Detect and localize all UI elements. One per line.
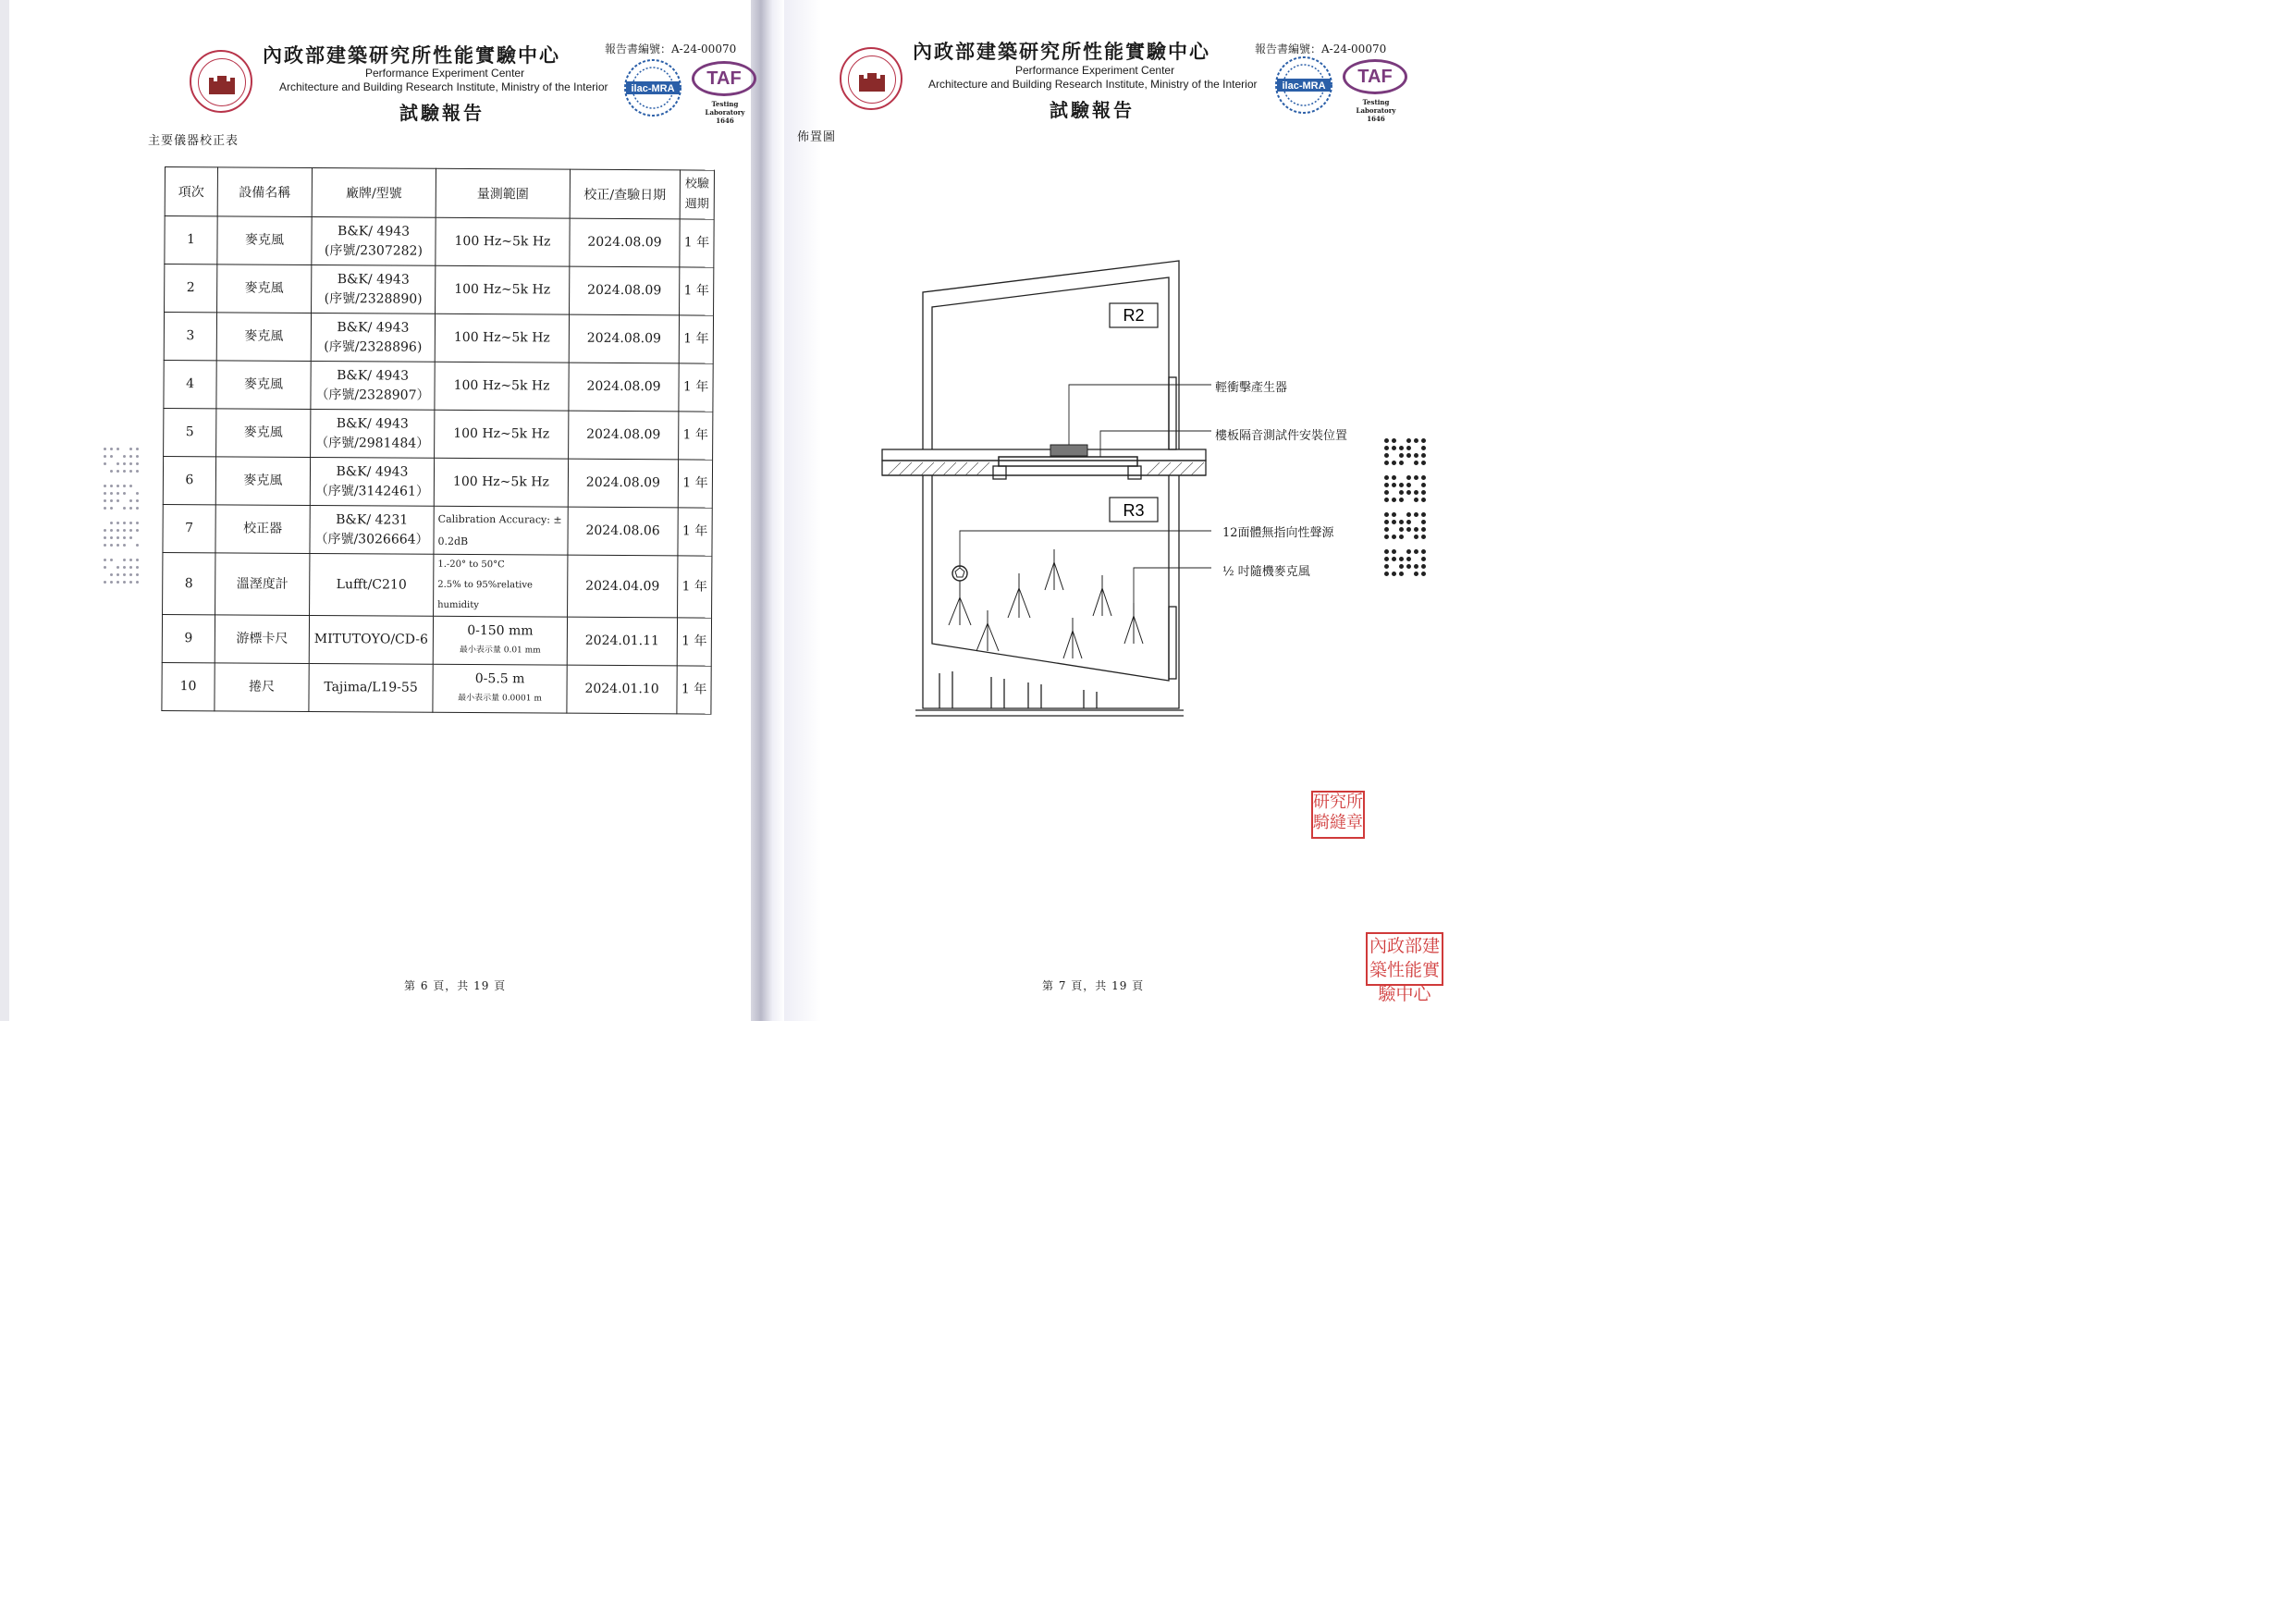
punch-dot bbox=[1392, 557, 1396, 561]
punch-dot bbox=[1421, 535, 1426, 539]
punch-dot bbox=[1384, 446, 1389, 450]
table-row bbox=[164, 313, 713, 364]
punch-dot bbox=[1384, 564, 1389, 569]
punch-dot bbox=[117, 499, 119, 502]
punch-dot bbox=[136, 499, 139, 502]
punch-dot bbox=[110, 485, 113, 487]
org-name-en-2: Architecture and Building Research Institute, Ministry of the Interior bbox=[279, 80, 608, 93]
cell-cycle: 1 年 bbox=[677, 618, 711, 666]
punch-dot bbox=[110, 470, 113, 473]
punch-dot bbox=[1384, 549, 1389, 554]
label-specimen: 樓板隔音測試件安裝位置 bbox=[1215, 429, 1348, 443]
punch-dot bbox=[1406, 490, 1411, 495]
punch-dot bbox=[104, 559, 106, 561]
cell-cycle: 1 年 bbox=[679, 412, 713, 460]
punch-dot bbox=[117, 492, 119, 495]
punch-dot bbox=[136, 448, 139, 450]
punch-dot bbox=[117, 566, 119, 569]
cell-cycle: 1 年 bbox=[679, 363, 713, 412]
cell-range: 0-150 mm 最小表示量 0.01 mm bbox=[433, 616, 567, 665]
cell-range: Calibration Accuracy: ± 0.2dB bbox=[434, 506, 568, 555]
calibration-table bbox=[161, 166, 715, 715]
punch-dot bbox=[1384, 512, 1389, 517]
cell-date: 2024.08.09 bbox=[569, 411, 679, 460]
seam-stamp: 研究所騎縫章 bbox=[1311, 791, 1365, 839]
report-number: 報告書編號：A-24-00070 bbox=[1255, 43, 1387, 55]
punch-dot bbox=[104, 581, 106, 584]
label-microphone: ½ 吋隨機麥克風 bbox=[1222, 565, 1310, 579]
punch-dot bbox=[1384, 498, 1389, 502]
cell-cycle: 1 年 bbox=[680, 267, 714, 315]
ilac-label: ilac-MRA bbox=[1282, 80, 1326, 92]
punch-dot bbox=[1384, 461, 1389, 465]
label-sound-source: 12面體無指向性聲源 bbox=[1222, 526, 1334, 540]
punch-dot bbox=[1406, 446, 1411, 450]
punch-dot bbox=[136, 559, 139, 561]
ilac-mra-logo-icon bbox=[1273, 55, 1334, 116]
cell-date: 2024.08.09 bbox=[570, 218, 680, 267]
taf-label: TAF bbox=[692, 61, 756, 96]
punch-dot bbox=[1384, 572, 1389, 576]
punch-dot bbox=[129, 462, 132, 465]
punch-dot bbox=[1414, 527, 1418, 532]
cell-range: 100 Hz~5k Hz bbox=[435, 410, 569, 459]
cell-range: 100 Hz~5k Hz bbox=[435, 362, 569, 411]
punch-dot bbox=[1421, 490, 1426, 495]
cell-no: 5 bbox=[164, 408, 216, 456]
cell-name: 校正器 bbox=[215, 505, 310, 554]
punch-dot bbox=[1421, 512, 1426, 517]
cell-brand: B&K/ 4943 （序號/2981484） bbox=[311, 409, 435, 458]
right-section-title: 佈置圖 bbox=[797, 130, 837, 144]
punch-dot bbox=[1406, 527, 1411, 532]
cell-brand: B&K/ 4943 (序號/2307282) bbox=[312, 216, 436, 265]
punch-dot bbox=[136, 581, 139, 584]
cell-name: 麥克風 bbox=[216, 361, 311, 410]
punch-dot bbox=[123, 492, 126, 495]
cell-brand: B&K/ 4943 （序號/3142461） bbox=[310, 457, 434, 506]
punch-dot bbox=[110, 581, 113, 584]
table-row bbox=[165, 216, 714, 268]
cell-cycle: 1 年 bbox=[678, 460, 712, 508]
org-name-cn: 內政部建築研究所性能實驗中心 bbox=[263, 43, 560, 67]
punch-dot bbox=[104, 566, 106, 569]
org-name-cn: 內政部建築研究所性能實驗中心 bbox=[913, 40, 1210, 63]
punch-dot bbox=[1421, 453, 1426, 458]
punch-dot bbox=[110, 536, 113, 539]
cell-range: 0-5.5 m 最小表示量 0.0001 m bbox=[433, 664, 567, 713]
org-name-en-1: Performance Experiment Center bbox=[1015, 64, 1175, 77]
cell-name: 捲尺 bbox=[215, 663, 309, 712]
punch-dot bbox=[129, 573, 132, 576]
right-punch-dots bbox=[1384, 438, 1430, 592]
punch-dot bbox=[129, 529, 132, 532]
punch-dot bbox=[1414, 564, 1418, 569]
cell-no: 9 bbox=[162, 614, 215, 662]
taf-logo bbox=[1343, 59, 1409, 123]
punch-dot bbox=[123, 536, 126, 539]
cell-brand: Lufft/C210 bbox=[310, 553, 434, 616]
punch-dot bbox=[110, 455, 113, 458]
taf-sub-2: 1646 bbox=[1367, 115, 1385, 123]
punch-dot bbox=[1392, 446, 1396, 450]
cell-brand: B&K/ 4943 (序號/2328896) bbox=[311, 313, 435, 362]
institute-seal-icon bbox=[190, 50, 252, 113]
punch-dot bbox=[110, 448, 113, 450]
cell-no: 3 bbox=[164, 313, 216, 361]
cell-brand: B&K/ 4231 （序號/3026664） bbox=[310, 505, 434, 554]
punch-dot bbox=[1392, 520, 1396, 524]
report-number: 報告書編號：A-24-00070 bbox=[605, 43, 737, 55]
punch-dot bbox=[129, 581, 132, 584]
punch-dot bbox=[1421, 557, 1426, 561]
punch-dot bbox=[1384, 535, 1389, 539]
punch-dot bbox=[1384, 438, 1389, 443]
punch-dot bbox=[123, 462, 126, 465]
microphone-tripods-icon bbox=[976, 549, 1143, 658]
punch-dot bbox=[136, 529, 139, 532]
punch-dot bbox=[110, 492, 113, 495]
punch-dot bbox=[1399, 535, 1404, 539]
punch-dot bbox=[1414, 461, 1418, 465]
punch-dot bbox=[1399, 527, 1404, 532]
table-row bbox=[164, 408, 713, 460]
cell-name: 麥克風 bbox=[216, 313, 311, 362]
punch-dot bbox=[136, 462, 139, 465]
taf-label: TAF bbox=[1343, 59, 1407, 94]
punch-dot bbox=[1421, 461, 1426, 465]
punch-dot bbox=[1414, 453, 1418, 458]
punch-dot bbox=[1421, 549, 1426, 554]
table-row bbox=[165, 264, 714, 316]
taf-sub-1: Testing Laboratory bbox=[705, 100, 745, 117]
taf-sub-1: Testing Laboratory bbox=[1356, 98, 1396, 115]
punch-dot bbox=[1406, 512, 1411, 517]
punch-dot bbox=[110, 522, 113, 524]
col-header-range: 量測範圍 bbox=[436, 168, 570, 218]
left-punch-dots bbox=[104, 448, 142, 596]
upper-room-outline bbox=[923, 261, 1179, 449]
punch-dot bbox=[123, 544, 126, 547]
cell-cycle: 1 年 bbox=[678, 508, 712, 556]
punch-dot bbox=[123, 559, 126, 561]
punch-dot bbox=[1406, 520, 1411, 524]
punch-dot bbox=[1406, 483, 1411, 487]
org-name-en-1: Performance Experiment Center bbox=[365, 67, 525, 80]
cell-name: 游標卡尺 bbox=[215, 615, 309, 664]
punch-dot bbox=[1421, 498, 1426, 502]
cell-no: 4 bbox=[164, 360, 216, 408]
punch-dot bbox=[123, 573, 126, 576]
cell-no: 10 bbox=[162, 662, 215, 710]
punch-dot bbox=[1399, 520, 1404, 524]
lab-stamp: 內政部建築性能實驗中心 bbox=[1366, 932, 1443, 986]
table-row bbox=[163, 456, 712, 508]
punch-dot bbox=[136, 544, 139, 547]
punch-dot bbox=[1406, 564, 1411, 569]
taf-sub-2: 1646 bbox=[716, 117, 734, 125]
punch-dot bbox=[123, 522, 126, 524]
punch-dot bbox=[1384, 527, 1389, 532]
cell-date: 2024.01.11 bbox=[567, 617, 677, 666]
punch-dot bbox=[1421, 527, 1426, 532]
binding-shadow bbox=[784, 0, 821, 1021]
cell-cycle: 1 年 bbox=[678, 556, 712, 618]
punch-dot bbox=[110, 573, 113, 576]
punch-dot bbox=[1421, 520, 1426, 524]
org-name-en-2: Architecture and Building Research Institute, Ministry of the Interior bbox=[928, 78, 1258, 91]
col-header-cycle: 校驗週期 bbox=[680, 170, 714, 219]
cell-brand: B&K/ 4943 （序號/2328907） bbox=[311, 361, 435, 410]
punch-dot bbox=[117, 522, 119, 524]
layout-diagram bbox=[878, 255, 1211, 727]
punch-dot bbox=[129, 499, 132, 502]
cell-range: 100 Hz~5k Hz bbox=[434, 458, 568, 507]
punch-dot bbox=[1421, 564, 1426, 569]
punch-dot bbox=[104, 499, 106, 502]
punch-dot bbox=[1399, 572, 1404, 576]
punch-dot bbox=[123, 566, 126, 569]
punch-dot bbox=[104, 455, 106, 458]
punch-dot bbox=[129, 566, 132, 569]
ilac-label: ilac-MRA bbox=[631, 83, 675, 94]
punch-dot bbox=[117, 536, 119, 539]
cell-name: 麥克風 bbox=[216, 409, 311, 458]
punch-dot bbox=[1406, 557, 1411, 561]
punch-dot bbox=[1384, 475, 1389, 480]
punch-dot bbox=[1414, 475, 1418, 480]
punch-dot bbox=[1392, 572, 1396, 576]
punch-dot bbox=[1384, 453, 1389, 458]
table-row bbox=[162, 614, 711, 666]
punch-dot bbox=[104, 507, 106, 510]
cell-date: 2024.08.09 bbox=[569, 363, 679, 412]
punch-dot bbox=[123, 470, 126, 473]
cell-cycle: 1 年 bbox=[680, 219, 714, 267]
cell-no: 6 bbox=[163, 456, 215, 504]
punch-dot bbox=[1399, 490, 1404, 495]
punch-dot bbox=[1399, 557, 1404, 561]
punch-dot bbox=[123, 581, 126, 584]
punch-dot bbox=[1421, 446, 1426, 450]
cell-name: 麥克風 bbox=[215, 457, 310, 506]
punch-dot bbox=[104, 536, 106, 539]
punch-dot bbox=[104, 462, 106, 465]
cell-name: 麥克風 bbox=[217, 264, 312, 314]
punch-dot bbox=[129, 485, 132, 487]
tapping-machine-icon bbox=[1050, 445, 1087, 456]
punch-dot bbox=[129, 448, 132, 450]
punch-dot bbox=[1421, 572, 1426, 576]
punch-dot bbox=[1399, 564, 1404, 569]
cell-range: 100 Hz~5k Hz bbox=[436, 217, 570, 266]
binding-gutter bbox=[751, 0, 784, 1021]
punch-dot bbox=[1392, 535, 1396, 539]
punch-dot bbox=[1392, 483, 1396, 487]
doc-type: 試驗報告 bbox=[399, 102, 485, 124]
punch-dot bbox=[110, 544, 113, 547]
punch-dot bbox=[1414, 549, 1418, 554]
col-header-no: 項次 bbox=[165, 167, 217, 216]
punch-dot bbox=[1392, 549, 1396, 554]
cell-brand: MITUTOYO/CD-6 bbox=[309, 615, 433, 664]
punch-dot bbox=[136, 470, 139, 473]
specimen-panel bbox=[999, 457, 1137, 466]
punch-dot bbox=[1406, 475, 1411, 480]
cell-range: 1.-20° to 50°C 2.5% to 95%relative humidity bbox=[434, 554, 568, 617]
cell-date: 2024.08.09 bbox=[569, 314, 679, 363]
punch-dot bbox=[110, 507, 113, 510]
left-section-title: 主要儀器校正表 bbox=[148, 134, 239, 148]
punch-dot bbox=[136, 507, 139, 510]
ilac-mra-logo-icon bbox=[622, 57, 683, 118]
cell-name: 麥克風 bbox=[217, 216, 312, 265]
cell-cycle: 1 年 bbox=[677, 666, 711, 714]
cell-no: 8 bbox=[163, 552, 215, 614]
punch-dot bbox=[1392, 512, 1396, 517]
punch-dot bbox=[123, 529, 126, 532]
cell-brand: Tajima/L19-55 bbox=[309, 663, 433, 712]
punch-dot bbox=[104, 492, 106, 495]
floor-slab bbox=[882, 449, 1206, 461]
punch-dot bbox=[129, 455, 132, 458]
punch-dot bbox=[104, 485, 106, 487]
room-tag-r3: R3 bbox=[1123, 501, 1145, 520]
punch-dot bbox=[123, 455, 126, 458]
punch-dot bbox=[1399, 446, 1404, 450]
scan-edge bbox=[0, 0, 9, 1021]
col-header-brand: 廠牌/型號 bbox=[312, 167, 436, 217]
punch-dot bbox=[129, 559, 132, 561]
punch-dot bbox=[117, 462, 119, 465]
punch-dot bbox=[1392, 461, 1396, 465]
punch-dot bbox=[110, 529, 113, 532]
punch-dot bbox=[1392, 475, 1396, 480]
cell-no: 2 bbox=[165, 264, 217, 313]
punch-dot bbox=[1399, 498, 1404, 502]
punch-dot bbox=[123, 485, 126, 487]
cell-name: 溫溼度計 bbox=[215, 553, 310, 616]
punch-dot bbox=[1406, 549, 1411, 554]
punch-dot bbox=[1399, 461, 1404, 465]
cell-brand: B&K/ 4943 (序號/2328890) bbox=[312, 264, 436, 314]
punch-dot bbox=[1384, 490, 1389, 495]
cell-date: 2024.01.10 bbox=[567, 665, 677, 714]
table-row bbox=[164, 360, 713, 412]
punch-dot bbox=[1414, 490, 1418, 495]
left-page-footer: 第 6 頁，共 19 頁 bbox=[404, 979, 507, 992]
punch-dot bbox=[1392, 498, 1396, 502]
col-header-date: 校正/查驗日期 bbox=[570, 169, 680, 219]
punch-dot bbox=[136, 455, 139, 458]
table-row bbox=[163, 552, 712, 618]
cell-no: 1 bbox=[165, 216, 217, 264]
cell-date: 2024.08.06 bbox=[568, 507, 678, 556]
punch-dot bbox=[1399, 483, 1404, 487]
punch-dot bbox=[1414, 512, 1418, 517]
punch-dot bbox=[104, 544, 106, 547]
punch-dot bbox=[1421, 475, 1426, 480]
punch-dot bbox=[136, 522, 139, 524]
punch-dot bbox=[104, 448, 106, 450]
punch-dot bbox=[1414, 498, 1418, 502]
punch-dot bbox=[129, 507, 132, 510]
punch-dot bbox=[117, 485, 119, 487]
punch-dot bbox=[1384, 557, 1389, 561]
cell-date: 2024.08.09 bbox=[568, 459, 678, 508]
punch-dot bbox=[1421, 438, 1426, 443]
taf-logo bbox=[692, 61, 758, 125]
institute-seal-icon bbox=[840, 47, 902, 110]
col-header-name: 設備名稱 bbox=[217, 167, 312, 217]
punch-dot bbox=[117, 448, 119, 450]
room-tag-r2: R2 bbox=[1123, 306, 1145, 325]
punch-dot bbox=[136, 566, 139, 569]
right-page-footer: 第 7 頁，共 19 頁 bbox=[1042, 979, 1145, 992]
punch-dot bbox=[117, 581, 119, 584]
punch-dot bbox=[1406, 453, 1411, 458]
punch-dot bbox=[136, 573, 139, 576]
cell-range: 100 Hz~5k Hz bbox=[436, 265, 570, 314]
punch-dot bbox=[136, 492, 139, 495]
punch-dot bbox=[129, 522, 132, 524]
label-tapping-machine: 輕衝擊產生器 bbox=[1215, 381, 1288, 395]
punch-dot bbox=[1384, 520, 1389, 524]
cell-date: 2024.08.09 bbox=[570, 266, 680, 315]
punch-dot bbox=[1421, 483, 1426, 487]
punch-dot bbox=[129, 470, 132, 473]
cell-no: 7 bbox=[163, 504, 215, 552]
table-row bbox=[163, 504, 712, 556]
punch-dot bbox=[110, 499, 113, 502]
table-header-row bbox=[165, 167, 714, 220]
punch-dot bbox=[1406, 438, 1411, 443]
punch-dot bbox=[1399, 453, 1404, 458]
table-row bbox=[162, 662, 711, 714]
punch-dot bbox=[117, 573, 119, 576]
punch-dot bbox=[1414, 572, 1418, 576]
cell-date: 2024.04.09 bbox=[568, 555, 678, 618]
cell-cycle: 1 年 bbox=[679, 315, 713, 363]
punch-dot bbox=[110, 559, 113, 561]
punch-dot bbox=[129, 536, 132, 539]
doc-type: 試驗報告 bbox=[1050, 99, 1135, 121]
cell-range: 100 Hz~5k Hz bbox=[435, 314, 569, 363]
punch-dot bbox=[104, 529, 106, 532]
punch-dot bbox=[117, 529, 119, 532]
punch-dot bbox=[123, 507, 126, 510]
punch-dot bbox=[1392, 438, 1396, 443]
punch-dot bbox=[117, 470, 119, 473]
punch-dot bbox=[117, 544, 119, 547]
punch-dot bbox=[1384, 483, 1389, 487]
punch-dot bbox=[1414, 535, 1418, 539]
punch-dot bbox=[1414, 438, 1418, 443]
